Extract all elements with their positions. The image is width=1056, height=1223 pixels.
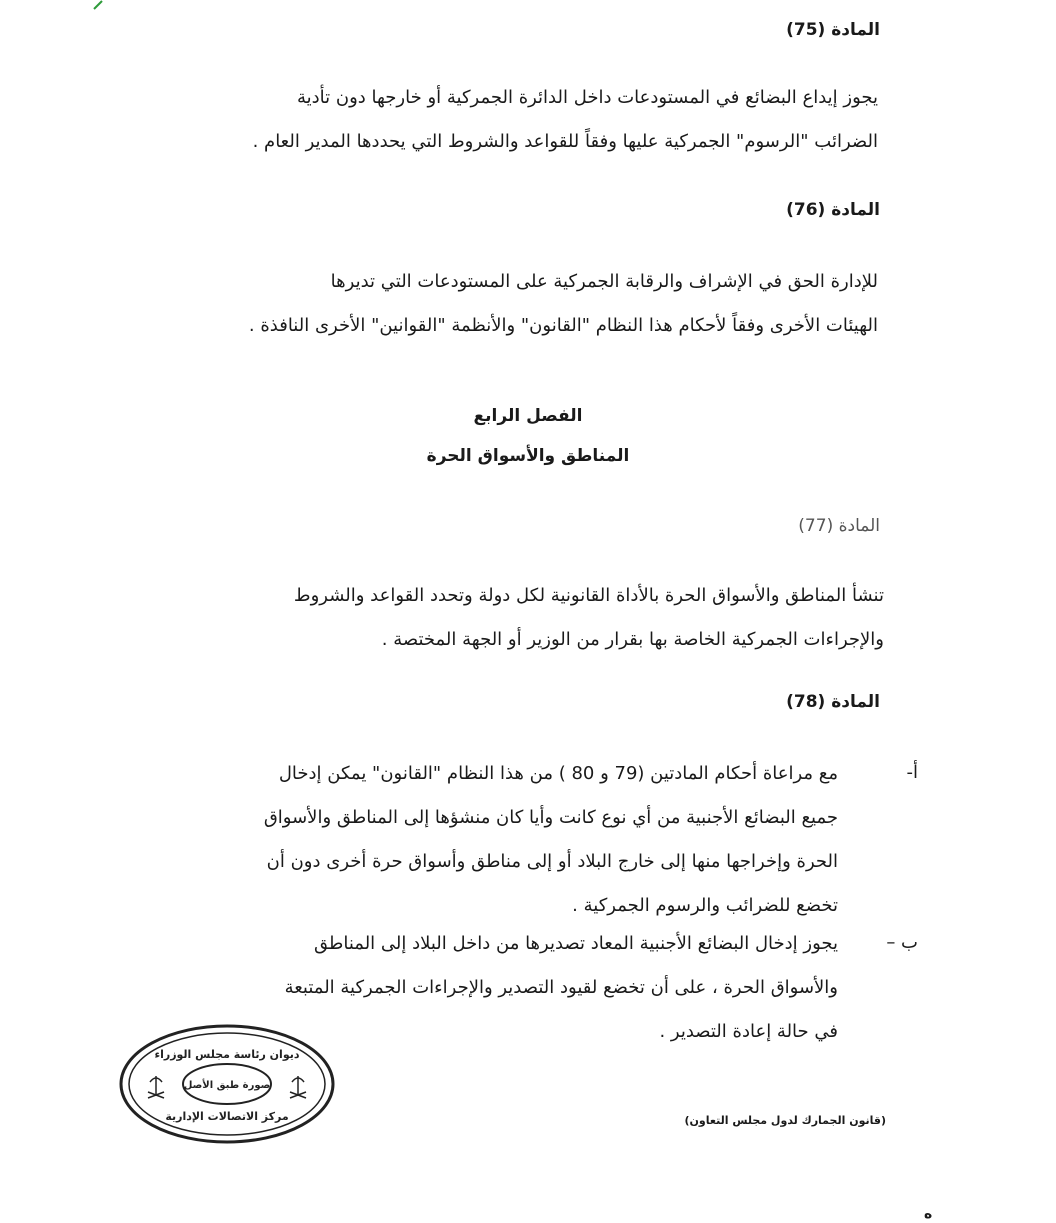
article-77-title: المادة (77) xyxy=(798,516,880,536)
footer-note: (قانون الجمارك لدول مجلس التعاون) xyxy=(684,1114,886,1127)
emblem-right-icon xyxy=(290,1076,306,1098)
article-75-title: المادة (75) xyxy=(786,20,880,40)
item-a-line-2: جميع البضائع الأجنبية من أي نوع كانت وأيا كان منشؤها إلى المناطق والأسواق xyxy=(263,807,838,828)
article-75-body xyxy=(160,76,878,164)
item-a-marker: أ- xyxy=(906,762,918,783)
stamp-bottom-text: مركز الاتصالات الإدارية xyxy=(165,1110,289,1123)
item-b-line-1: يجوز إدخال البضائع الأجنبية المعاد تصديرها من داخل البلاد إلى المناطق xyxy=(314,933,838,954)
article-76-line-1: للإدارة الحق في الإشراف والرقابة الجمركية على المستودعات التي تديرها xyxy=(330,271,878,292)
stamp-top-text: ديوان رئاسة مجلس الوزراء xyxy=(154,1048,300,1061)
item-b-line-2: والأسواق الحرة ، على أن تخضع لقيود التصدير والإجراءات الجمركية المتبعة xyxy=(284,977,838,998)
item-a-line-1: مع مراعاة أحكام المادتين (79 و 80 ) من هذا النظام "القانون" يمكن إدخال xyxy=(278,763,838,784)
article-77-line-2: والإجراءات الجمركية الخاصة بها بقرار من الوزير أو الجهة المختصة . xyxy=(381,629,884,650)
article-78-title: المادة (78) xyxy=(786,692,880,712)
item-a-body xyxy=(196,752,838,928)
emblem-left-icon xyxy=(148,1076,164,1098)
chapter-title: المناطق والأسواق الحرة xyxy=(426,446,630,466)
page-mark: ه xyxy=(924,1206,933,1222)
article-76-title: المادة (76) xyxy=(786,200,880,220)
item-a-line-3: الحرة وإخراجها منها إلى خارج البلاد أو إلى مناطق وأسواق حرة أخرى دون أن xyxy=(266,851,838,872)
item-a-line-4: تخضع للضرائب والرسوم الجمركية . xyxy=(572,895,838,916)
article-77-line-1: تنشأ المناطق والأسواق الحرة بالأداة القانونية لكل دولة وتحدد القواعد والشروط xyxy=(293,585,884,606)
stamp-center-text: صورة طبق الأصل xyxy=(183,1080,271,1091)
article-75-line-1: يجوز إيداع البضائع في المستودعات داخل الدائرة الجمركية أو خارجها دون تأدية xyxy=(296,87,878,108)
official-stamp xyxy=(116,1020,338,1148)
article-77-body xyxy=(160,574,884,662)
article-76-body xyxy=(160,260,878,348)
article-75-line-2: الضرائب "الرسوم" الجمركية عليها وفقاً للقواعد والشروط التي يحددها المدير العام . xyxy=(252,131,878,152)
article-76-line-2: الهيئات الأخرى وفقاً لأحكام هذا النظام "القانون" والأنظمة "القوانين" الأخرى النافذة . xyxy=(248,315,878,336)
chapter-number: الفصل الرابع xyxy=(473,406,583,426)
item-b-line-3: في حالة إعادة التصدير . xyxy=(659,1021,838,1042)
item-b-marker: ب – xyxy=(886,932,918,953)
corner-mark xyxy=(92,0,108,10)
